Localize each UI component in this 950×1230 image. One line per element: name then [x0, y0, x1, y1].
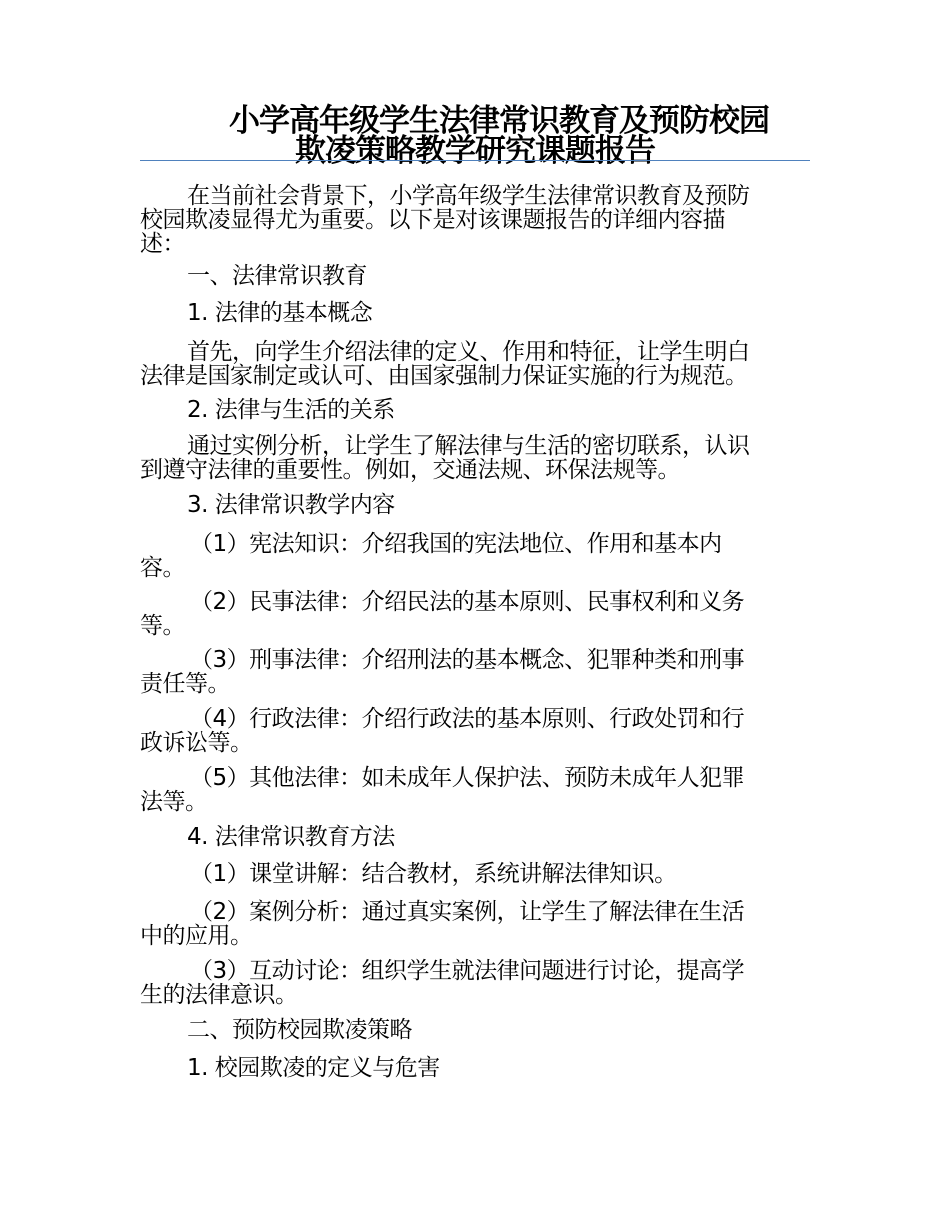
s1-item-2-body — [140, 434, 810, 482]
list-item — [140, 766, 810, 814]
intro-line-2: 校园欺凌显得尤为重要。以下是对该课题报告的详细内容描 — [140, 207, 725, 233]
list-item-line-2: 等。 — [140, 613, 185, 639]
title-line-1: 小学高年级学生法律常识教育及预防校园 — [229, 103, 769, 139]
title-line-2: 欺凌策略教学研究课题报告 — [295, 133, 655, 169]
list-item — [140, 648, 810, 696]
s2-item-1-heading: 1. 校园欺凌的定义与危害 — [187, 1055, 440, 1081]
s1-item-3-heading: 3. 法律常识教学内容 — [187, 492, 395, 518]
intro-paragraph — [140, 184, 810, 256]
list-item-line-2: 法等。 — [140, 789, 208, 815]
s1-item-2-line-1: 通过实例分析，让学生了解法律与生活的密切联系，认识 — [187, 433, 750, 459]
s1-item-4-heading: 4. 法律常识教育方法 — [187, 824, 395, 850]
s1-item-2-line-2: 到遵守法律的重要性。例如，交通法规、环保法规等。 — [140, 457, 680, 483]
list-item-line-2: 政诉讼等。 — [140, 730, 253, 756]
list-item — [140, 900, 810, 948]
list-item — [140, 590, 810, 638]
list-item-line-1: （5）其他法律：如未成年人保护法、预防未成年人犯罪 — [190, 765, 745, 791]
list-item-line-2: 中的应用。 — [140, 923, 253, 949]
list-item-line-1: （3）刑事法律：介绍刑法的基本概念、犯罪种类和刑事 — [190, 647, 745, 673]
s1-item-1-line-1: 首先，向学生介绍法律的定义、作用和特征，让学生明白 — [187, 339, 750, 365]
list-item — [140, 862, 810, 886]
intro-line-1: 在当前社会背景下，小学高年级学生法律常识教育及预防 — [187, 183, 750, 209]
list-item-line-1: （1）课堂讲解：结合教材，系统讲解法律知识。 — [190, 861, 677, 887]
list-item-line-1: （2）案例分析：通过真实案例，让学生了解法律在生活 — [190, 899, 745, 925]
title-underline-rule — [140, 160, 810, 161]
list-item-line-1: （1）宪法知识：介绍我国的宪法地位、作用和基本内 — [190, 531, 722, 557]
section-1-heading: 一、法律常识教育 — [187, 263, 367, 289]
list-item-line-2: 生的法律意识。 — [140, 982, 298, 1008]
s1-item-2-heading: 2. 法律与生活的关系 — [187, 397, 395, 423]
intro-line-3: 述： — [140, 231, 185, 257]
s1-item-1-body — [140, 340, 810, 388]
list-item — [140, 532, 810, 580]
list-item — [140, 959, 810, 1007]
list-item-line-2: 责任等。 — [140, 671, 230, 697]
section-2-heading: 二、预防校园欺凌策略 — [187, 1017, 412, 1043]
document-title — [140, 103, 810, 169]
s1-item-1-heading: 1. 法律的基本概念 — [187, 300, 373, 326]
s1-item-1-line-2: 法律是国家制定或认可、由国家强制力保证实施的行为规范。 — [140, 363, 748, 389]
list-item-line-1: （2）民事法律：介绍民法的基本原则、民事权利和义务 — [190, 589, 745, 615]
list-item-line-1: （3）互动讨论：组织学生就法律问题进行讨论，提高学 — [190, 958, 745, 984]
list-item-line-1: （4）行政法律：介绍行政法的基本原则、行政处罚和行 — [190, 706, 745, 732]
list-item-line-2: 容。 — [140, 555, 185, 581]
list-item — [140, 707, 810, 755]
